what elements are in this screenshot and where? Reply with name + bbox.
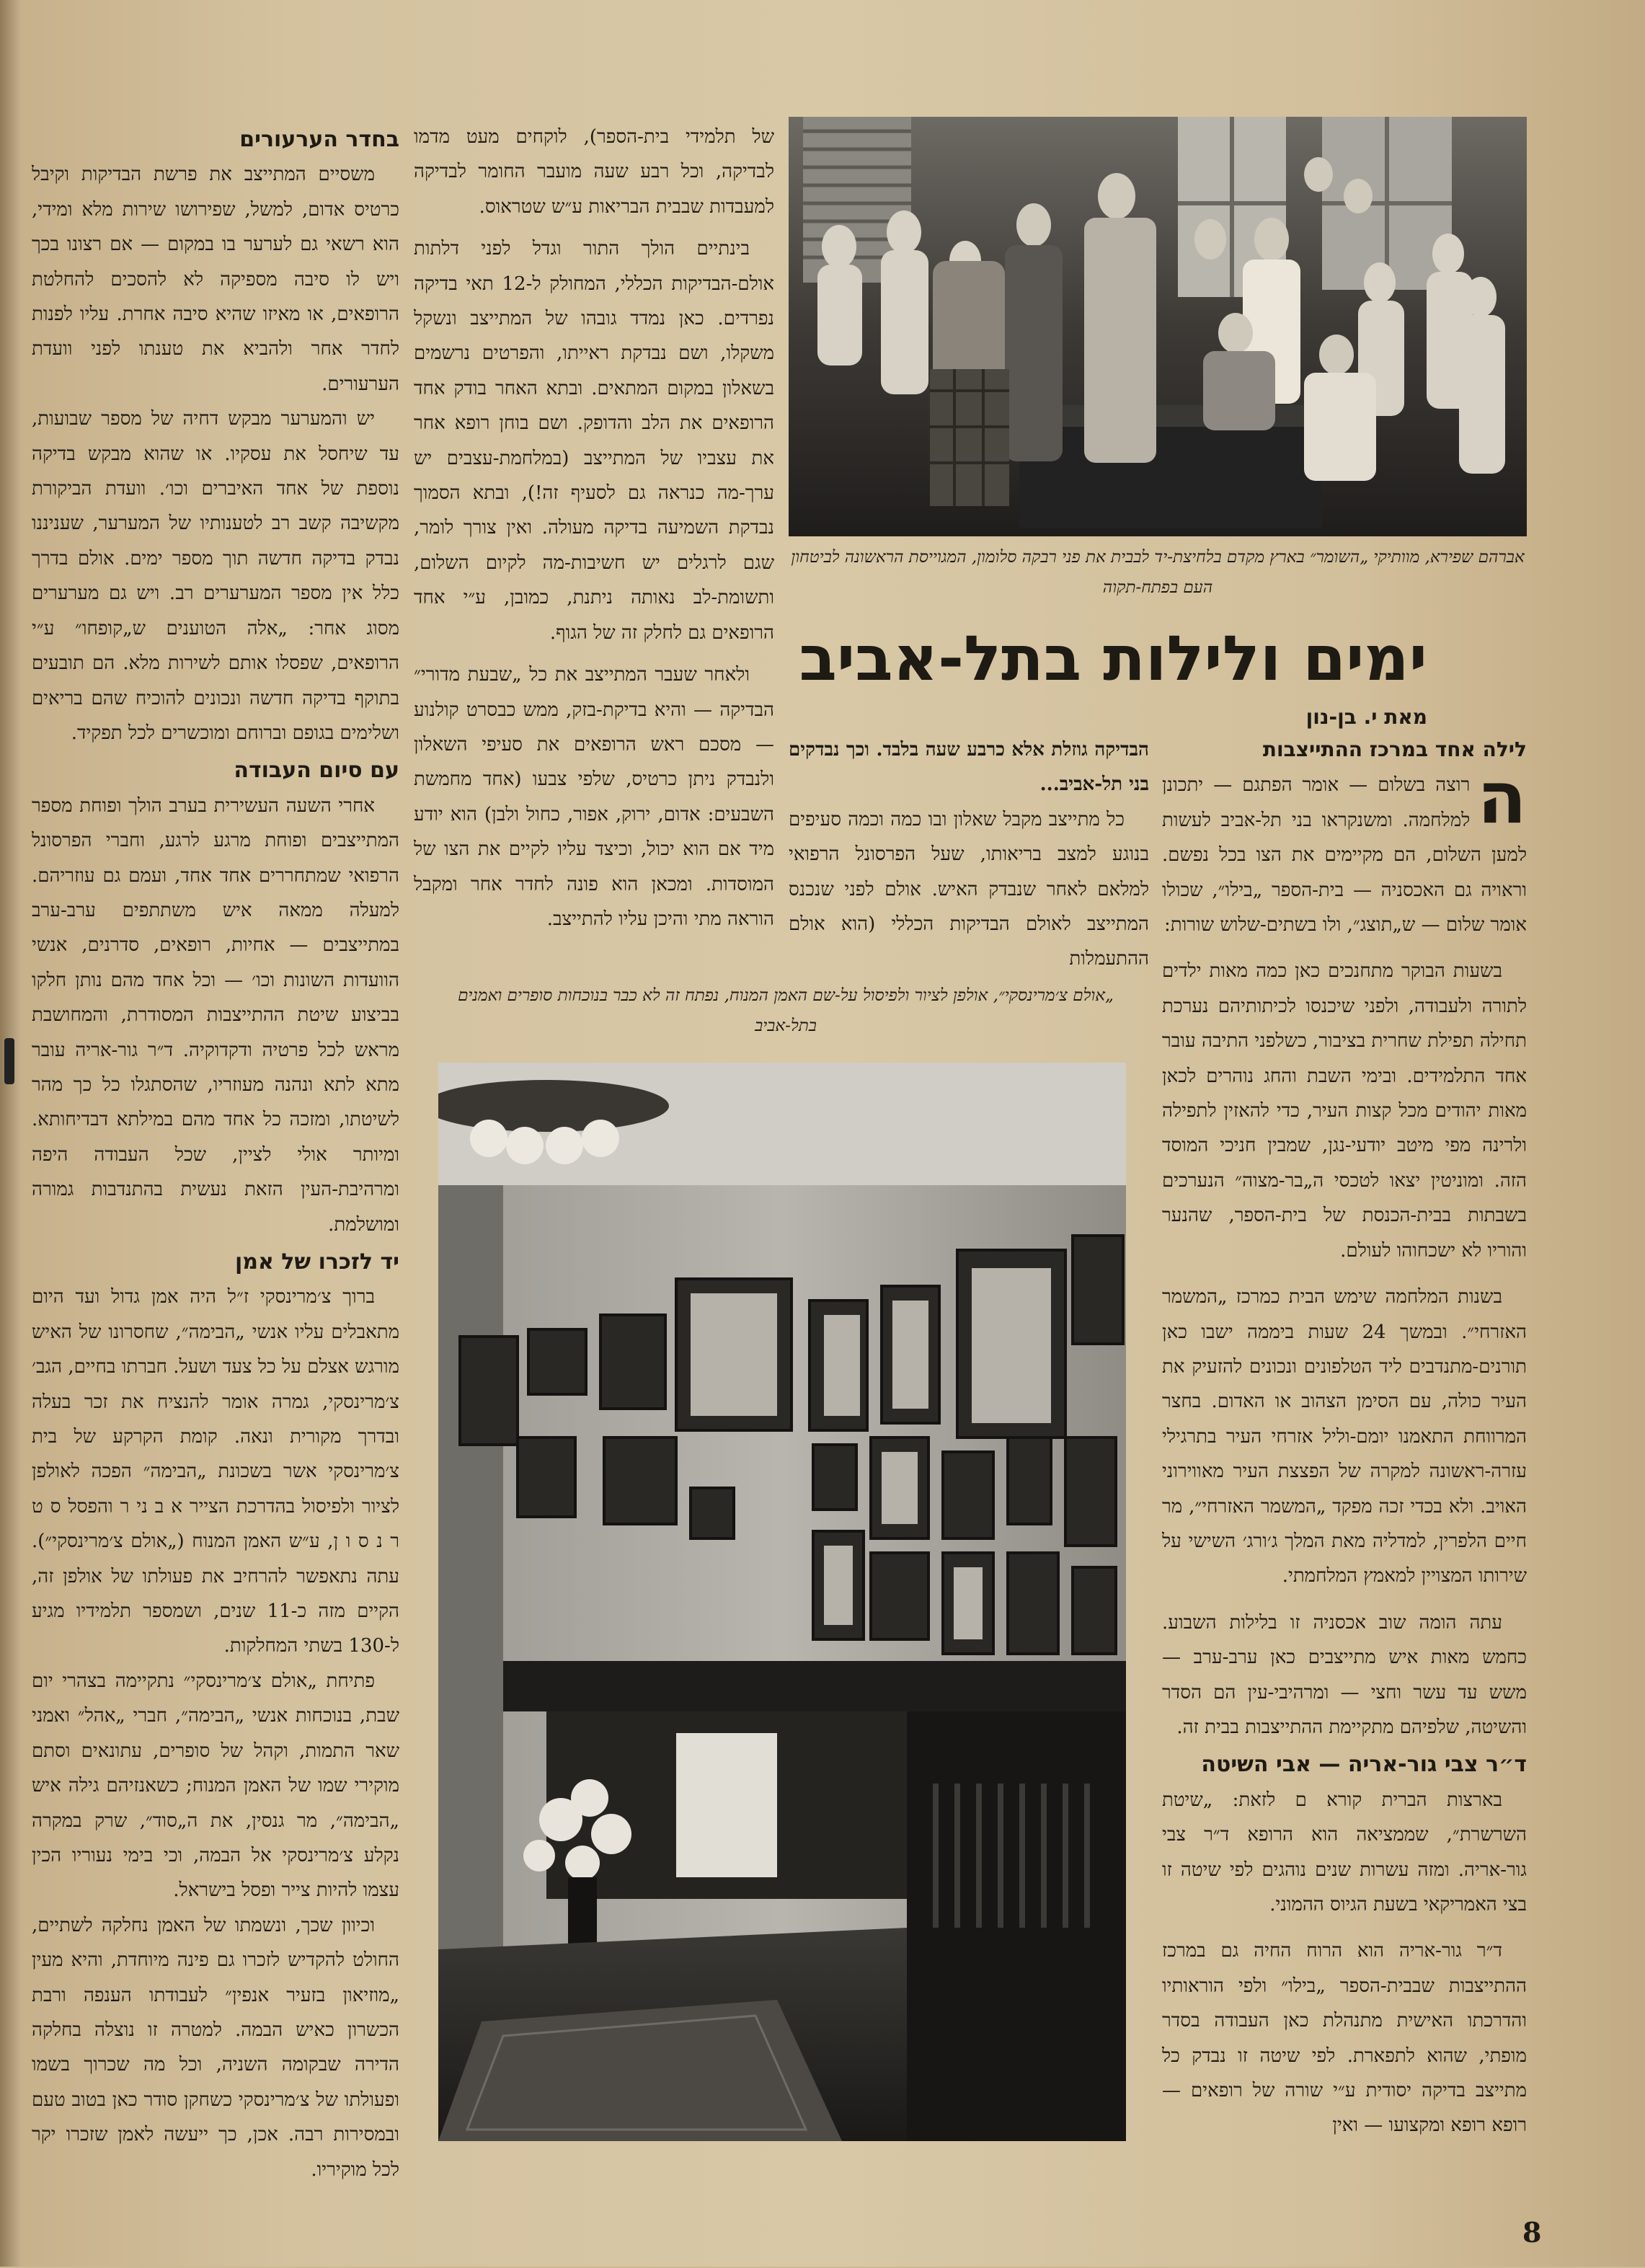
- col4-paragraph: וכיוון שכך, ונשמתו של האמן נחלקה לשתיים, החולט להקדיש לזכרו גם פינה מיוחדת, והיא מעין „מוזיאון בזעיר אנפין״ לעבודתו הענפה ורבת הכשרון כאיש הבמה. למטרה זו נוצלה בחלקה הדירה שבקומה השניה, וכל מה שכרוך בשמו ופעולתו של צ׳מרינסקי כשחקן סודר כאן בטוב טעם ובמסירות רבה. אכן, כך ייעשה לאמן שזכרו יקר לכל מוקיריו.: [32, 1914, 399, 2181]
- col3-paragraph: בינתיים הולך התור וגדל לפני דלתות אולם-הבדיקות הכללי, המחולק ל-12 תאי בדיקה נפרדים. כאן נמדד גובהו של המתייצב ונשקל משקלו, ושם נבדקת ראייתו, והפרטים נרשמים בשאלון במקום המתאים. ובתא האחר בודק אחד הרופאים את הלב והדופק. ושם בוחן רופא אחר את עצביו של המתייצב (במלחמת-עצבים יש ערך-מה כנראה גם לסעיף זה!), ובתא הסמוך נבדקת השמיעה בדיקה מעולה. ואין צורך לומר, שגם לרגלים יש חשיבות-מה לקיום השלום, ותשומת-לב נאותה ניתנת, כמובן, ע״י אחד הרופאים גם לחלק זה של הגוף.: [414, 238, 774, 644]
- col1-paragraph: ד״ר גור-אריה הוא הרוח החיה גם במרכז ההתייצבות שבבית-הספר „בילו״ ולפי הוראותיו והדרכתו האישית מתנהלת כאן העבודה בסדר מופתי, שהוא לתפארת. לפי שיטה זו נבדק כל מתייצב בדיקה יסודית ע״י שורה של רופאים — רופא רופא ומקצועו — ואין: [1162, 1940, 1527, 2137]
- column-4: [32, 120, 399, 2181]
- lead-kicker: לילה אחד במרכז ההתייצבות: [1262, 737, 1527, 761]
- col1-paragraph: בשנות המלחמה שימש הבית כמרכז „המשמר האזרחי״. ובמשך 24 שעות ביממה ישבו כאן תורנים-מתנדבים ליד הטלפונים ונכונים להזעיק את העיר כולה, עם הסימן הצהוב או האדום. בחצר המרווחת התאמנו יומם-וליל אזרחי העיר בתרגילי עזרה-ראשונה למקרה של הפצצת העיר מאווירוני האויב. ולא בכדי זכה מפקד „המשמר האזרחי״, מר חיים הלפרין, למדליה מאת המלך ג׳ורג׳ השישי על שירותו המצויין למאמץ המלחמתי.: [1162, 1286, 1527, 1587]
- binding-fold: [0, 0, 22, 2267]
- article-byline: מאת י. בן-נון: [1305, 705, 1427, 729]
- col4-paragraph: יש והמערער מבקש דחיה של מספר שבועות, עד שיחסל את עסקיו. או שהוא מבקש בדיקה נוספת של אחד האיברים וכו׳. וועדת הביקורת מקשיבה קשב רב לטענותיו של המערער, שעניננו נבדק בדיקה חדשה תוך מספר ימים. אולם בדרך כלל אין מספר המערערים רב. ויש גם מערערים מסוג אחר: „אלה הטוענים ש„קופחו״ ע״י הרופאים, שפסלו אותם לשירות מלא. הם תובעים בתוקף בדיקה חדשה ונכונים להוכיח שהם בריאים ושלימים בגופם וברוחם ומוכשרים לכל תפקיד.: [32, 408, 399, 744]
- page-number: 8: [1522, 2216, 1542, 2249]
- bottom-photo-caption: „אולם צ׳מרינסקי״, אולפן לציור ולפיסול על-שם האמן המנוח, נפתח זה לא כבר בנוכחות סופרים ואמנים בתל-אביב: [458, 986, 1114, 1035]
- col4-subhead: יד לזכרו של אמן: [234, 1249, 399, 1275]
- col3-paragraph: ולאחר שעבר המתייצב את כל „שבעת מדורי״ הבדיקה — והיא בדיקת-בזק, ממש כבסרט קולנוע — מסכם ראש הרופאים את סעיפי השאלון ולנבדק ניתן כרטיס, שלפי צבעו (אחד מחמשת השבעים: אדום, ירוק, אפור, כחול ולבן) הוא יודע מיד אם הוא יכול, וכיצד עליו לקיים את הצו של המוסדות. ומכאן הוא פונה לחדר אחר ומקבל הוראה מתי והיכן עליו להתייצב.: [414, 664, 774, 930]
- col4-paragraph: פתיחת „אולם צ׳מרינסקי״ נתקיימה בצהרי יום שבת, בנוכחות אנשי „הבימה״, חברי „אהל״ ואמני שאר התמות, וקהל של סופרים, עתונאים וסתם מוקירי שמו של האמן המנוח; כשאנזיהם גילה איש „הבימה״, מר גנסין, את ה„סוד״, שרק במקרה נקלע צ׳מרינסקי אל הבמה, וכי בימי נעוריו הכין עצמו להיות צייר ופסל בישראל.: [32, 1670, 399, 1902]
- bottom-photo-room: [438, 1063, 1126, 2141]
- top-photo-group: [789, 117, 1527, 536]
- article-title: ימים ולילות בתל-אביב: [799, 623, 1427, 695]
- col2-paragraph: הבדיקה גוזלת אלא כרבע שעה בלבד. וכך נבדקים בני תל-אביב...: [789, 739, 1149, 796]
- lead-paragraph: [1162, 732, 1527, 942]
- lead-text: רוצה בשלום — אומר הפתגם — יתכונן למלחמה. ומשנקראו בני תל-אביב לעשות למען השלום, הם מקיימים את הצו בכל נפשם. וראויה גם האכסניה — בית-הספר „בילו״, שכולו אומר שלום — ש„תוצג״, ולו בשתים-שלוש שורות:: [1162, 774, 1527, 936]
- gallery-room-image: [438, 1063, 1126, 2141]
- top-photo-caption: אברהם שפירא, מוותיקי „השומר״ בארץ מקדם בלחיצת-יד לבבית את פני רבקה סלומון, המגוייסת הראשונה לביטחון העם בפתח-תקוה: [791, 548, 1525, 597]
- col1-paragraph: עתה הומה שוב אכסניה זו בלילות השבוע. כחמש מאות איש מתייצבים כאן ערב-ערב — משש עד עשר וחצי — ומרהיבי-עין הם הסדר והשיטה, שלפיהם מתקיימת ההתייצבות בבית זה.: [1162, 1611, 1527, 1738]
- col4-paragraph: ברוך צ׳מרינסקי ז״ל היה אמן גדול ועד היום מתאבלים עליו אנשי „הבימה״, שחסרונו של האיש מורגש אצלם על כל צעד ושעל. חברתו בחיים, הגב׳ צ׳מרינסקי, גמרה אומר להנציח את זכר בעלה ובדרך מקורית ונאה. קומת הקרקע של בית צ׳מרינסקי אשר בשכונת „הבימה״ הפכה לאולפן לציור ולפיסול בהדרכת הצייר א ב ני ר והפסל ס ט ר נ ס ו ן, ע״ש האמן המנוח („אולם צ׳מרינסקי״). עתה נתאפשר להרחיב את פעולתו של אולפן זה, הקיים מזה כ-11 שנים, ושמספר תלמידיו מגיע ל-130 בשתי המחלקות.: [32, 1286, 399, 1657]
- col3-paragraph: של תלמידי בית-הספר), לוקחים מעט מדמו לבדיקה, וכל רבע שעה מועבר החומר לבדיקה למעבדות שבבית הבריאות ע״ש שטראוס.: [414, 126, 774, 218]
- group-photo-image: [789, 117, 1527, 536]
- column-2: [789, 732, 1149, 970]
- col1-paragraph: בשעות הבוקר מתחנכים כאן כמה מאות ילדים לתורה ולעבודה, ולפני שיכנסו לכיתותיהם נערכת תחילה תפילת שחרית בציבור, כשלפני התיבה עובר אחד התלמידים. ובימי השבת והחג נוהרים לכאן מאות יהודים מכל קצות העיר, כדי להאזין לתפילה ולרינה מפי מיטב יודעי-נגן, שמבין חניכי המוסד הזה. ומוניטין יצאו לטכסי ה„בר-מצוה״ הנערכים בשבתות בבית-הכנסת של בית-הספר, שהנער והוריו לא ישכחוהו לעולם.: [1162, 960, 1527, 1262]
- drop-cap: ה: [1477, 756, 1527, 841]
- ink-smudge: [4, 1038, 14, 1084]
- col4-subhead: בחדר הערעורים: [239, 127, 399, 152]
- column-3: [414, 120, 774, 991]
- column-1: [1162, 732, 1527, 2268]
- col4-paragraph: אחרי השעה העשירית בערב הולך ופוחת מספר המתייצבים ופוחת מרגע לרגע, וחברי הפרסונל הרפואי שמתחררים אחד אחד, ועמם גם עוזריהם. למעלה ממאה איש משתתפים ערב-ערב במתייצבים — אחיות, רופאים, סדרנים, אנשי הוועדות השונות וכו׳ — וכל אחד מהם נותן חלקו בביצוע שיטת ההתייצבות המסודרת, והמחושבת מראש לכל פרטיה ודקדוקיה. ד״ר גור-אריה עובר מתא לתא ונהנה מעוזריו, שהסתגלו כל כך מהר לשיטתו, ומזכה כל אחד מהם במילתא דבדיחותא. ומיותר אולי לציין, שכל העבודה היפה ומרהיבת-העין הזאת נעשית בהתנדבות גמורה ומושלמת.: [32, 794, 399, 1236]
- col1-paragraph: בארצות הברית קורא ם לזאת: „שיטת השרשרת״, שממציאה הוא הרופא ד״ר צבי גור-אריה. ומזה עשרות שנים נוהגים לפי שיטה זו בצי האמריקאי בשעת הגיוס ההמוני.: [1162, 1789, 1527, 1915]
- col4-paragraph: משסיים המתייצב את פרשת הבדיקות וקיבל כרטיס אדום, למשל, שפירושו שירות מלא ומידי, הוא רשאי גם לערער בו במקום — אם רצונו בכך ויש לו סיבה מספיקה לא להסכים להחלטת הרופאים, או מאיזו שהיא סיבה אחרת. עליו לפנות לחדר אחר ולהביא את טענתו לפני וועדת הערעורים.: [32, 164, 399, 395]
- col1-subhead: ד״ר צבי גור-אריה — אבי השיטה: [1201, 1752, 1527, 1778]
- col4-subhead: עם סיום העבודה: [234, 758, 399, 784]
- col2-paragraph: כל מתייצב מקבל שאלון ובו כמה וכמה סעיפים בנוגע למצב בריאותו, שעל הפרסונל הרפואי למלאם לאחר שנבדק האיש. אולם לפני שנכנס המתייצב לאולם הבדיקות הכללי (הוא אולם ההתעמלות: [789, 808, 1149, 970]
